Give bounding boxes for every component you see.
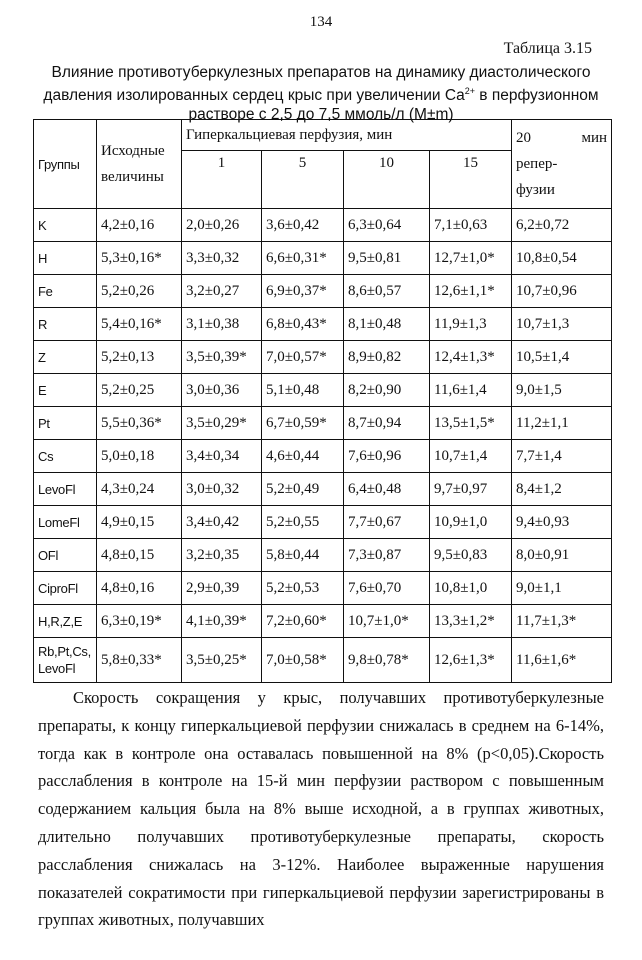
value-cell: 9,8±0,78* — [344, 638, 430, 683]
table-row — [34, 638, 612, 683]
table-header-row — [34, 120, 612, 151]
header-reperfusion-line-3: фузии — [516, 182, 555, 198]
value-cell: 5,8±0,33* — [97, 638, 182, 683]
group-cell: E — [34, 374, 97, 407]
value-cell: 5,2±0,55 — [262, 506, 344, 539]
value-cell: 5,2±0,53 — [262, 572, 344, 605]
value-cell: 4,8±0,16 — [97, 572, 182, 605]
group-cell: LevoFl — [34, 473, 97, 506]
value-cell: 7,0±0,57* — [262, 341, 344, 374]
value-cell: 8,0±0,91 — [512, 539, 612, 572]
value-cell: 9,5±0,83 — [430, 539, 512, 572]
table-row — [34, 407, 612, 440]
body-paragraph: Скорость сокращения у крыс, получавших противотуберкулезные препараты, к концу гиперкальциевой перфузии снижалась в среднем на 6-14%, тогда как в контроле она оставалась повышенной на 8% (p<0,05).Скорость расслабления в контроле на 15-й мин перфузии раствором с повышенным содержанием кальция была на 8% выше исходной, а в группах животных, длительно получавших противотуберкулезные препараты, скорость расслабления снижалась на 3-12%. Наиболее выраженные нарушения показателей сократимости при гиперкальциевой перфузии зарегистрированы в группах животных, получавших — [38, 688, 604, 930]
group-cell: R — [34, 308, 97, 341]
header-initial-line-1: Исходные — [101, 143, 165, 159]
value-cell: 10,5±1,4 — [512, 341, 612, 374]
value-cell: 8,7±0,94 — [344, 407, 430, 440]
value-cell: 7,7±0,67 — [344, 506, 430, 539]
value-cell: 2,0±0,26 — [182, 209, 262, 242]
value-cell: 7,6±0,96 — [344, 440, 430, 473]
value-cell: 4,3±0,24 — [97, 473, 182, 506]
value-cell: 7,1±0,63 — [430, 209, 512, 242]
value-cell: 3,4±0,42 — [182, 506, 262, 539]
value-cell: 5,5±0,36* — [97, 407, 182, 440]
value-cell: 6,3±0,19* — [97, 605, 182, 638]
value-cell: 4,8±0,15 — [97, 539, 182, 572]
value-cell: 11,2±1,1 — [512, 407, 612, 440]
value-cell: 5,0±0,18 — [97, 440, 182, 473]
value-cell: 7,2±0,60* — [262, 605, 344, 638]
value-cell: 9,0±1,1 — [512, 572, 612, 605]
table-caption — [34, 63, 608, 124]
value-cell: 11,6±1,4 — [430, 374, 512, 407]
value-cell: 10,7±1,0* — [344, 605, 430, 638]
value-cell: 6,2±0,72 — [512, 209, 612, 242]
header-groups: Группы — [34, 120, 97, 209]
header-reperfusion-line-2: репер- — [516, 156, 558, 172]
group-cell: Fe — [34, 275, 97, 308]
table-row — [34, 440, 612, 473]
value-cell: 5,1±0,48 — [262, 374, 344, 407]
value-cell: 8,6±0,57 — [344, 275, 430, 308]
value-cell: 7,0±0,58* — [262, 638, 344, 683]
group-cell: Pt — [34, 407, 97, 440]
value-cell: 3,6±0,42 — [262, 209, 344, 242]
value-cell: 5,8±0,44 — [262, 539, 344, 572]
value-cell: 11,7±1,3* — [512, 605, 612, 638]
value-cell: 4,2±0,16 — [97, 209, 182, 242]
value-cell: 9,4±0,93 — [512, 506, 612, 539]
group-cell: K — [34, 209, 97, 242]
value-cell: 8,1±0,48 — [344, 308, 430, 341]
value-cell: 9,0±1,5 — [512, 374, 612, 407]
value-cell: 7,6±0,70 — [344, 572, 430, 605]
caption-line-2-end: в перфузионном — [474, 87, 599, 105]
value-cell: 6,4±0,48 — [344, 473, 430, 506]
header-minute-10: 10 — [344, 151, 430, 209]
header-minute-1: 1 — [182, 151, 262, 209]
value-cell: 8,4±1,2 — [512, 473, 612, 506]
value-cell: 4,6±0,44 — [262, 440, 344, 473]
value-cell: 5,2±0,25 — [97, 374, 182, 407]
header-perfusion: Гиперкальциевая перфузия, мин — [182, 120, 512, 151]
value-cell: 10,7±1,4 — [430, 440, 512, 473]
caption-superscript: 2+ — [464, 86, 475, 96]
value-cell: 13,5±1,5* — [430, 407, 512, 440]
value-cell: 6,8±0,43* — [262, 308, 344, 341]
group-cell: LomeFl — [34, 506, 97, 539]
value-cell: 9,5±0,81 — [344, 242, 430, 275]
caption-line-3: растворе с 2,5 до 7,5 ммоль/л (M±m) — [188, 106, 454, 124]
page-number: 134 — [309, 14, 333, 30]
table-row — [34, 473, 612, 506]
header-reperfusion-line-1 — [516, 125, 607, 151]
value-cell: 10,7±1,3 — [512, 308, 612, 341]
value-cell: 10,7±0,96 — [512, 275, 612, 308]
value-cell: 10,8±0,54 — [512, 242, 612, 275]
header-initial-values — [97, 120, 182, 209]
header-minute-5: 5 — [262, 151, 344, 209]
table-row — [34, 605, 612, 638]
value-cell: 12,4±1,3* — [430, 341, 512, 374]
header-reperfusion-unit: мин — [581, 130, 608, 146]
caption-line-2 — [34, 82, 608, 105]
data-table — [33, 119, 612, 683]
value-cell: 8,2±0,90 — [344, 374, 430, 407]
value-cell: 4,9±0,15 — [97, 506, 182, 539]
value-cell: 10,9±1,0 — [430, 506, 512, 539]
table-row — [34, 572, 612, 605]
group-cell: Z — [34, 341, 97, 374]
table-row — [34, 308, 612, 341]
value-cell: 5,2±0,49 — [262, 473, 344, 506]
value-cell: 7,3±0,87 — [344, 539, 430, 572]
value-cell: 11,9±1,3 — [430, 308, 512, 341]
table-row — [34, 275, 612, 308]
table-row — [34, 341, 612, 374]
value-cell: 10,8±1,0 — [430, 572, 512, 605]
header-initial-line-2: величины — [101, 169, 164, 185]
value-cell: 6,6±0,31* — [262, 242, 344, 275]
group-cell: Rb,Pt,Cs, LevoFl — [34, 638, 97, 683]
value-cell: 3,4±0,34 — [182, 440, 262, 473]
table-row — [34, 539, 612, 572]
body-text — [38, 684, 604, 934]
value-cell: 7,7±1,4 — [512, 440, 612, 473]
table-row — [34, 374, 612, 407]
table-row — [34, 242, 612, 275]
value-cell: 11,6±1,6* — [512, 638, 612, 683]
value-cell: 2,9±0,39 — [182, 572, 262, 605]
value-cell: 6,9±0,37* — [262, 275, 344, 308]
header-minute-15: 15 — [430, 151, 512, 209]
header-reperfusion-num: 20 — [516, 130, 532, 146]
table-row — [34, 506, 612, 539]
caption-line-2-start: давления изолированных сердец крыс при увеличении Ca — [43, 87, 465, 105]
value-cell: 4,1±0,39* — [182, 605, 262, 638]
value-cell: 3,1±0,38 — [182, 308, 262, 341]
value-cell: 3,5±0,25* — [182, 638, 262, 683]
group-cell: CiproFl — [34, 572, 97, 605]
value-cell: 12,7±1,0* — [430, 242, 512, 275]
value-cell: 3,5±0,39* — [182, 341, 262, 374]
group-cell: OFl — [34, 539, 97, 572]
value-cell: 13,3±1,2* — [430, 605, 512, 638]
group-cell: H — [34, 242, 97, 275]
value-cell: 12,6±1,1* — [430, 275, 512, 308]
table-row — [34, 209, 612, 242]
caption-line-1: Влияние противотуберкулезных препаратов на динамику диастолического — [51, 64, 591, 81]
value-cell: 5,4±0,16* — [97, 308, 182, 341]
table-label: Таблица 3.15 — [503, 40, 592, 57]
value-cell: 6,7±0,59* — [262, 407, 344, 440]
value-cell: 8,9±0,82 — [344, 341, 430, 374]
value-cell: 3,0±0,32 — [182, 473, 262, 506]
value-cell: 5,2±0,26 — [97, 275, 182, 308]
value-cell: 3,2±0,27 — [182, 275, 262, 308]
value-cell: 3,0±0,36 — [182, 374, 262, 407]
group-cell: Cs — [34, 440, 97, 473]
value-cell: 12,6±1,3* — [430, 638, 512, 683]
header-reperfusion — [512, 120, 612, 209]
value-cell: 6,3±0,64 — [344, 209, 430, 242]
value-cell: 3,2±0,35 — [182, 539, 262, 572]
value-cell: 5,3±0,16* — [97, 242, 182, 275]
value-cell: 9,7±0,97 — [430, 473, 512, 506]
value-cell: 3,5±0,29* — [182, 407, 262, 440]
group-cell: H,R,Z,E — [34, 605, 97, 638]
value-cell: 3,3±0,32 — [182, 242, 262, 275]
value-cell: 5,2±0,13 — [97, 341, 182, 374]
